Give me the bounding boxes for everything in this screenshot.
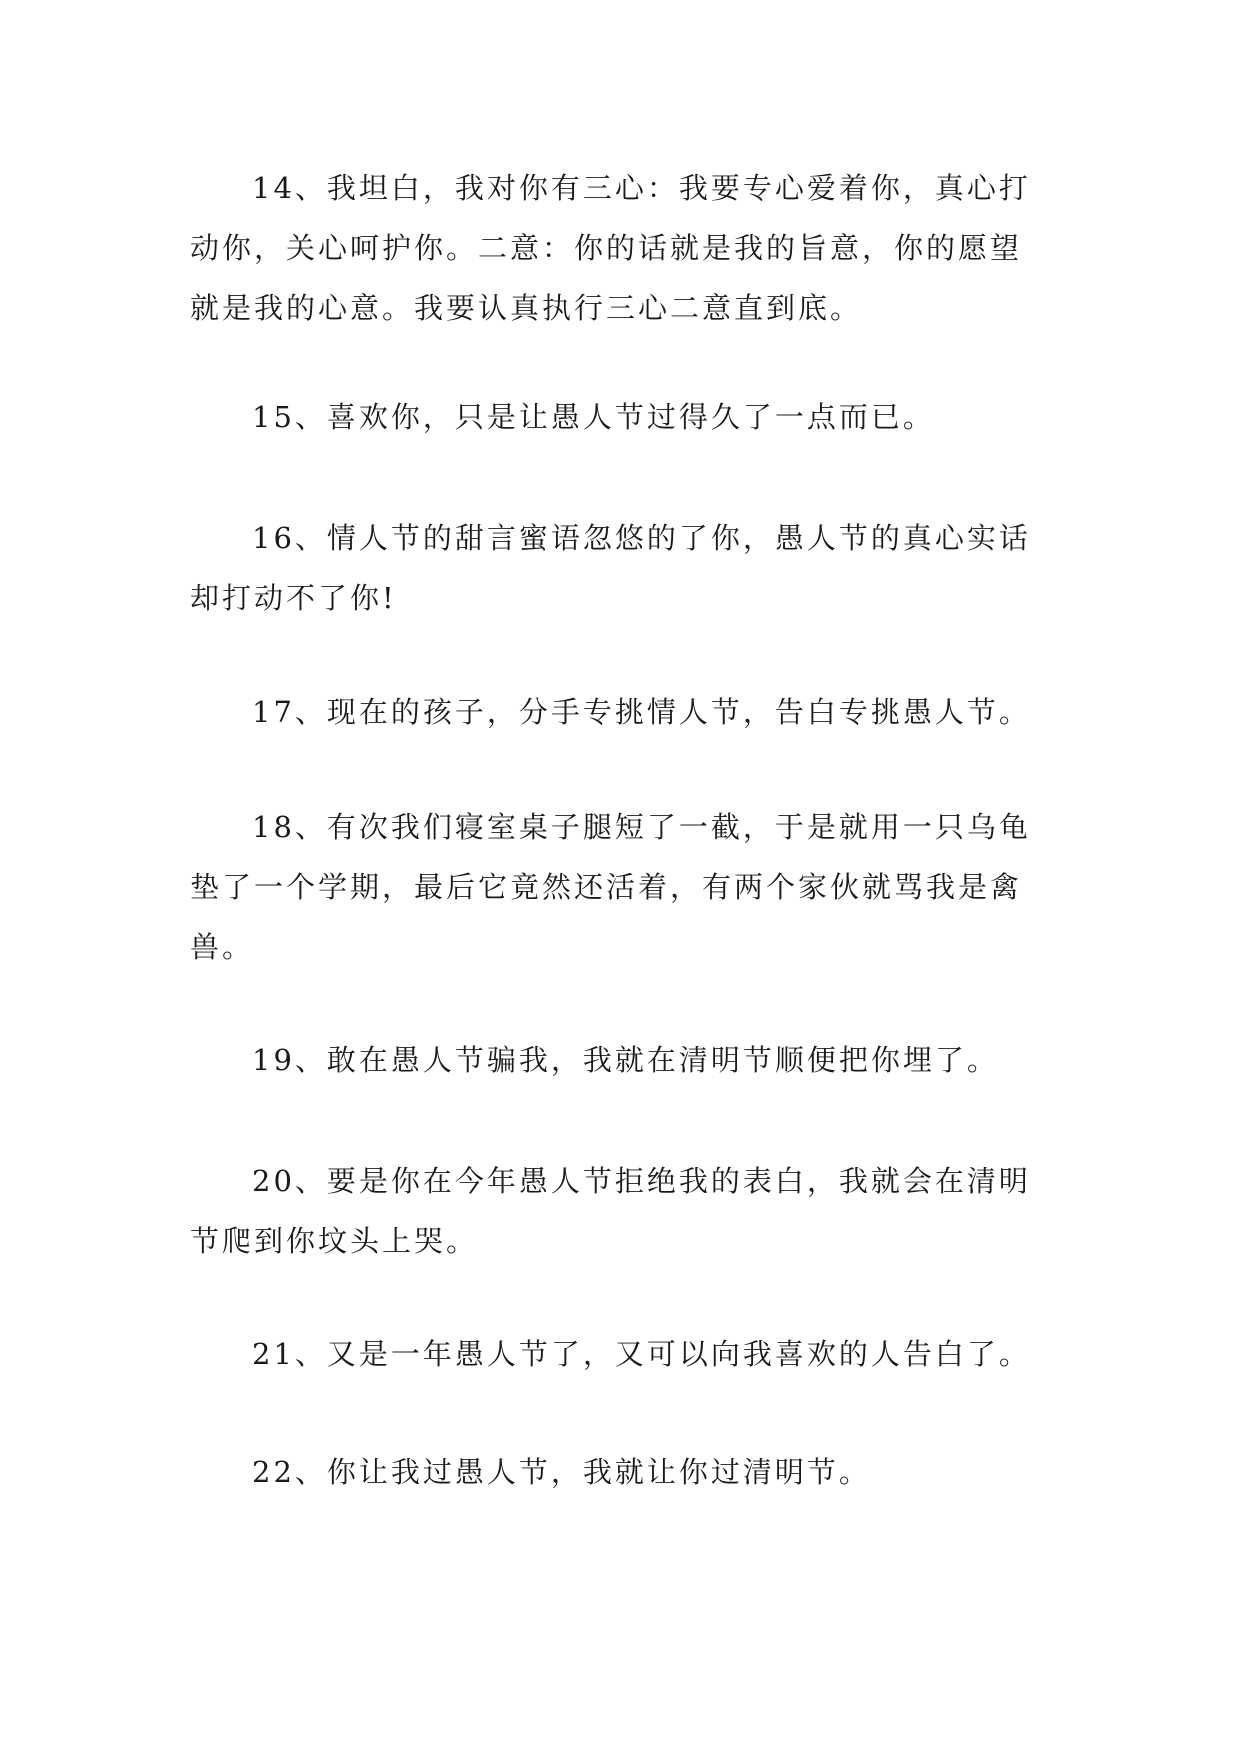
paragraph-16: 16、情人节的甜言蜜语忽悠的了你，愚人节的真心实话却打动不了你! [190,521,1031,615]
paragraph-15: 15、喜欢你，只是让愚人节过得久了一点而已。 [252,400,935,434]
paragraph-18: 18、有次我们寝室桌子腿短了一截，于是就用一只乌龟垫了一个学期，最后它竟然还活着，有两个家伙就骂我是禽兽。 [190,810,1031,964]
paragraph-17: 17、现在的孩子，分手专挑情人节，告白专挑愚人节。 [252,695,1031,729]
paragraph-21: 21、又是一年愚人节了，又可以向我喜欢的人告白了。 [252,1337,1031,1371]
paragraph-14: 14、我坦白，我对你有三心：我要专心爱着你，真心打动你，关心呵护你。二意：你的话就是我的旨意，你的愿望就是我的心意。我要认真执行三心二意直到底。 [190,171,1031,325]
paragraph-19: 19、敢在愚人节骗我，我就在清明节顺便把你埋了。 [252,1043,999,1077]
paragraph-22: 22、你让我过愚人节，我就让你过清明节。 [252,1455,871,1489]
paragraph-20: 20、要是你在今年愚人节拒绝我的表白，我就会在清明节爬到你坟头上哭。 [190,1164,1031,1258]
